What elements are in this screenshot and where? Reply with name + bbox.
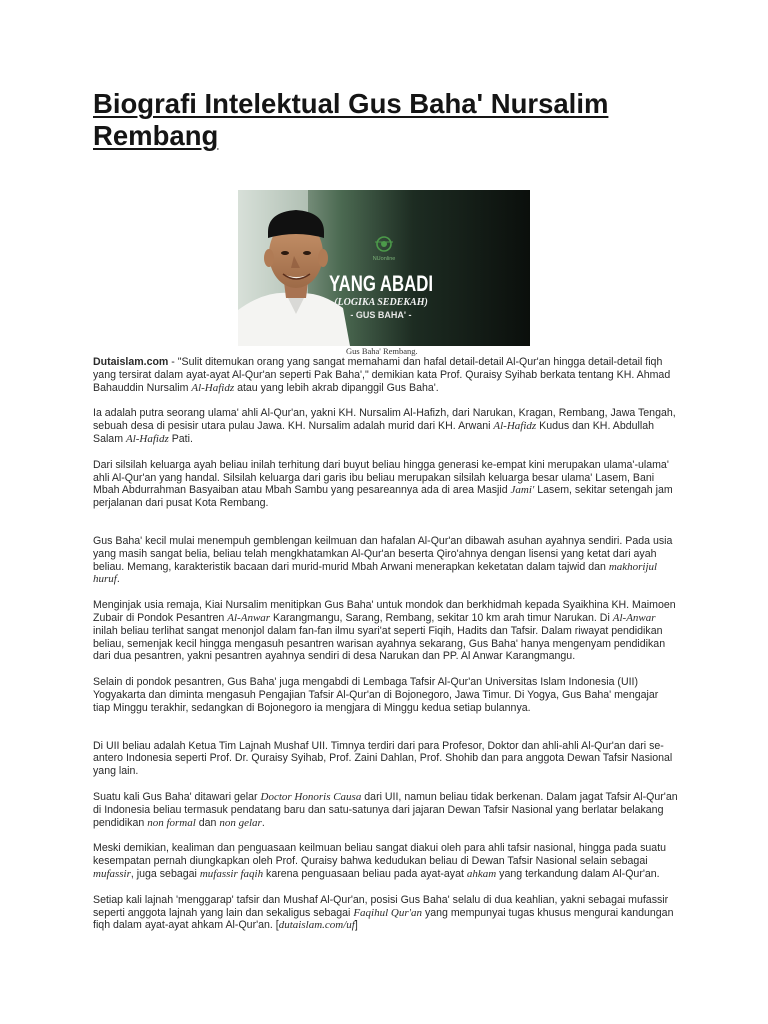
paragraph-text: Dari silsilah keluarga ayah beliau inilah terhitung dari buyut beliau hingga generasi ke-empat kini merupakan ulama'-ulama' ahli Al-Qur'an yang handal. Silsilah keluarga dari garis ibu beliau merupakan silsilah keluarga besar ulama' Lasem, Bani Mbah Abdurrahman Basyaiban atau Mbah Sambu yang pesareannya ada di area Masjid <box>93 458 669 497</box>
article-paragraph <box>93 791 678 829</box>
source-label: Dutaislam.com <box>93 356 169 368</box>
article-paragraph <box>93 535 678 586</box>
article-title: Biografi Intelektual Gus Baha' Nursalim Rembang <box>93 88 609 151</box>
banner-title: YANG ABADI <box>329 271 433 296</box>
paragraph-text: ] <box>354 919 358 932</box>
article-paragraph <box>93 740 678 778</box>
paragraph-text: Setiap kali lajnah 'menggarap' tafsir dan Mushaf Al-Qur'an, posisi Gus Baha' selalu di dua keahlian, yakni sebagai mufassir seperti anggota lajnah yang lain dan sekaligus sebagai <box>93 893 669 919</box>
paragraph-text: atau yang lebih akrab dipanggil Gus Baha'. <box>234 381 439 394</box>
article-paragraph <box>93 459 678 510</box>
italic-term: Jami' <box>510 484 535 497</box>
paragraph-text: Meski demikian, kealiman dan penguasaan keilmuan beliau sangat diakui oleh para ahli tafsir nasional, hingga pada suatu kesempatan pernah diungkapkan oleh Prof. Quraisy bahwa kedudukan beliau di Dewan Tafsir Nasional selain sebagai <box>93 842 667 868</box>
italic-term: Al-Hafidz <box>125 432 169 445</box>
paragraph-text: dan <box>195 816 220 829</box>
italic-term: non gelar <box>219 816 262 829</box>
paragraph-text: Ia adalah putra seorang ulama' ahli Al-Qur'an, yakni KH. Nursalim Al-Hafizh, dari Narukan, Kragan, Rembang, Jawa Tengah, sebuah desa di pesisir utara pulau Jawa. KH. Nursalim adalah murid dari KH. Arwani <box>93 407 676 433</box>
paragraph-text: yang mempunyai tugas khusus mengurai kandungan fiqh dalam ayat-ayat ahkam Al-Qur'an. [ <box>93 906 674 932</box>
paragraph-text: - "Sulit ditemukan orang yang sangat memahami dan hafal detail-detail Al-Qur'an hingga detail-detail fiqh yang tersirat dalam ayat-ayat Al-Qur'an seperti Pak Baha'," demikian kata Prof. Quraisy Syihab berkata tentang KH. Ahmad Bahauddin Nursalim <box>93 356 671 394</box>
italic-term: non formal <box>147 816 196 829</box>
banner-subtitle: (LOGIKA SEDEKAH) <box>334 297 428 308</box>
article-paragraph <box>93 599 678 663</box>
italic-term: Doctor Honoris Causa <box>260 790 362 803</box>
paragraph-text: Gus Baha' kecil mulai menempuh gemblengan keilmuan dan hafalan Al-Qur'an dibawah asuhan ayahnya sendiri. Pada usia yang masih sangat belia, beliau telah mengkhatamkan Al-Qur'an beserta Qiro'ahnya dengan lisensi yang ketat dari ayah beliau. Memang, karakteristik bacaan dari murid-murid Mbah Arwani menerapkan keketatan dalam tajwid dan <box>93 534 673 573</box>
italic-term: mufassir <box>93 867 131 880</box>
article-paragraph <box>93 894 678 932</box>
paragraph-text: Selain di pondok pesantren, Gus Baha' juga mengabdi di Lembaga Tafsir Al-Qur'an Universitas Islam Indonesia (UII) Yogyakarta dan diminta mengasuh Pengajian Tafsir Al-Qur'an di Bojonegoro, Jawa Timur. Di Yogya, Gus Baha' mengajar tiap Minggu terakhir, sedangkan di Bojonegoro ia mengjara di Minggu kedua setiap bulannya. <box>93 676 659 714</box>
italic-term: Al-Hafidz <box>191 381 235 394</box>
paragraph-text: dari UII, namun beliau tidak berkenan. Dalam jagat Tafsir Al-Qur'an di Indonesia beliau termasuk pendatang baru dan satu-satunya dari jajaran Dewan Tafsir Nasional yang berlatar belakang pendidikan <box>93 790 678 829</box>
banner-name: - GUS BAHA' - <box>350 310 412 320</box>
figure-caption: Gus Baha' Rembang. <box>346 346 418 356</box>
banner-image <box>238 190 530 346</box>
italic-term: ahkam <box>466 867 497 880</box>
italic-term: mufassir faqih <box>199 867 264 880</box>
paragraph-text: Kudus dan KH. Abdullah Salam <box>93 420 654 445</box>
banner-illustration <box>238 190 530 346</box>
paragraph-text: Di UII beliau adalah Ketua Tim Lajnah Mushaf UII. Timnya terdiri dari para Profesor, Doktor dan ahli-ahli Al-Qur'an dari se-antero Indonesia seperti Prof. Dr. Quraisy Syihab, Prof. Zaini Dahlan, Prof. Shohib dan para anggota Dewan Tafsir Nasional yang lain. <box>93 739 673 778</box>
paragraph-text: Karangmangu, Sarang, Rembang, sekitar 10 km arah timur Narukan. Di <box>270 611 613 624</box>
article-paragraph <box>93 842 678 880</box>
paragraph-text: , juga sebagai <box>130 867 200 880</box>
italic-term: Al-Anwar <box>612 611 656 624</box>
paragraph-text: Lasem, sekitar setengah jam perjalanan dari pusat Kota Rembang. <box>93 484 673 510</box>
article-figure <box>238 190 530 346</box>
logo-text: NUonline <box>372 256 396 262</box>
italic-term: dutaislam.com/uf <box>278 919 355 932</box>
italic-term: Al-Hafidz <box>493 420 537 433</box>
paragraph-text: karena penguasaan beliau pada ayat-ayat <box>263 867 467 880</box>
article-paragraph <box>93 356 678 394</box>
paragraph-text: Pati. <box>168 432 193 445</box>
article-paragraph <box>93 676 678 714</box>
paragraph-text: . <box>261 816 265 829</box>
paragraph-text: Menginjak usia remaja, Kiai Nursalim menitipkan Gus Baha' untuk mondok dan berkhidmah kepada Syaikhina KH. Maimoen Zubair di Pondok Pesantren <box>93 599 676 624</box>
article-body <box>93 356 678 945</box>
paragraph-text: yang terkandung dalam Al-Qur'an. <box>496 867 660 880</box>
italic-term: Faqihul Qur'an <box>353 906 422 919</box>
article-paragraph <box>93 407 678 445</box>
italic-term: makhorijul huruf <box>93 560 658 586</box>
italic-term: Al-Anwar <box>227 611 271 624</box>
paragraph-text: inilah beliau terlihat sangat menonjol dalam fan-fan ilmu syari'at seperti Fiqih, Hadits dan Tafsir. Dalam riwayat pendidikan beliau, semenjak kecil hingga mengasuh pesantren warisan ayahnya sekarang, Gus Baha' hanya mengenyam pendidikan dari dua pesantren, yakni pesantren ayahnya sendiri di desa Narukan dan PP. Al Anwar Karangmangu. <box>93 624 666 663</box>
paragraph-text: Suatu kali Gus Baha' ditawari gelar <box>93 790 261 803</box>
paragraph-text: . <box>116 573 120 586</box>
